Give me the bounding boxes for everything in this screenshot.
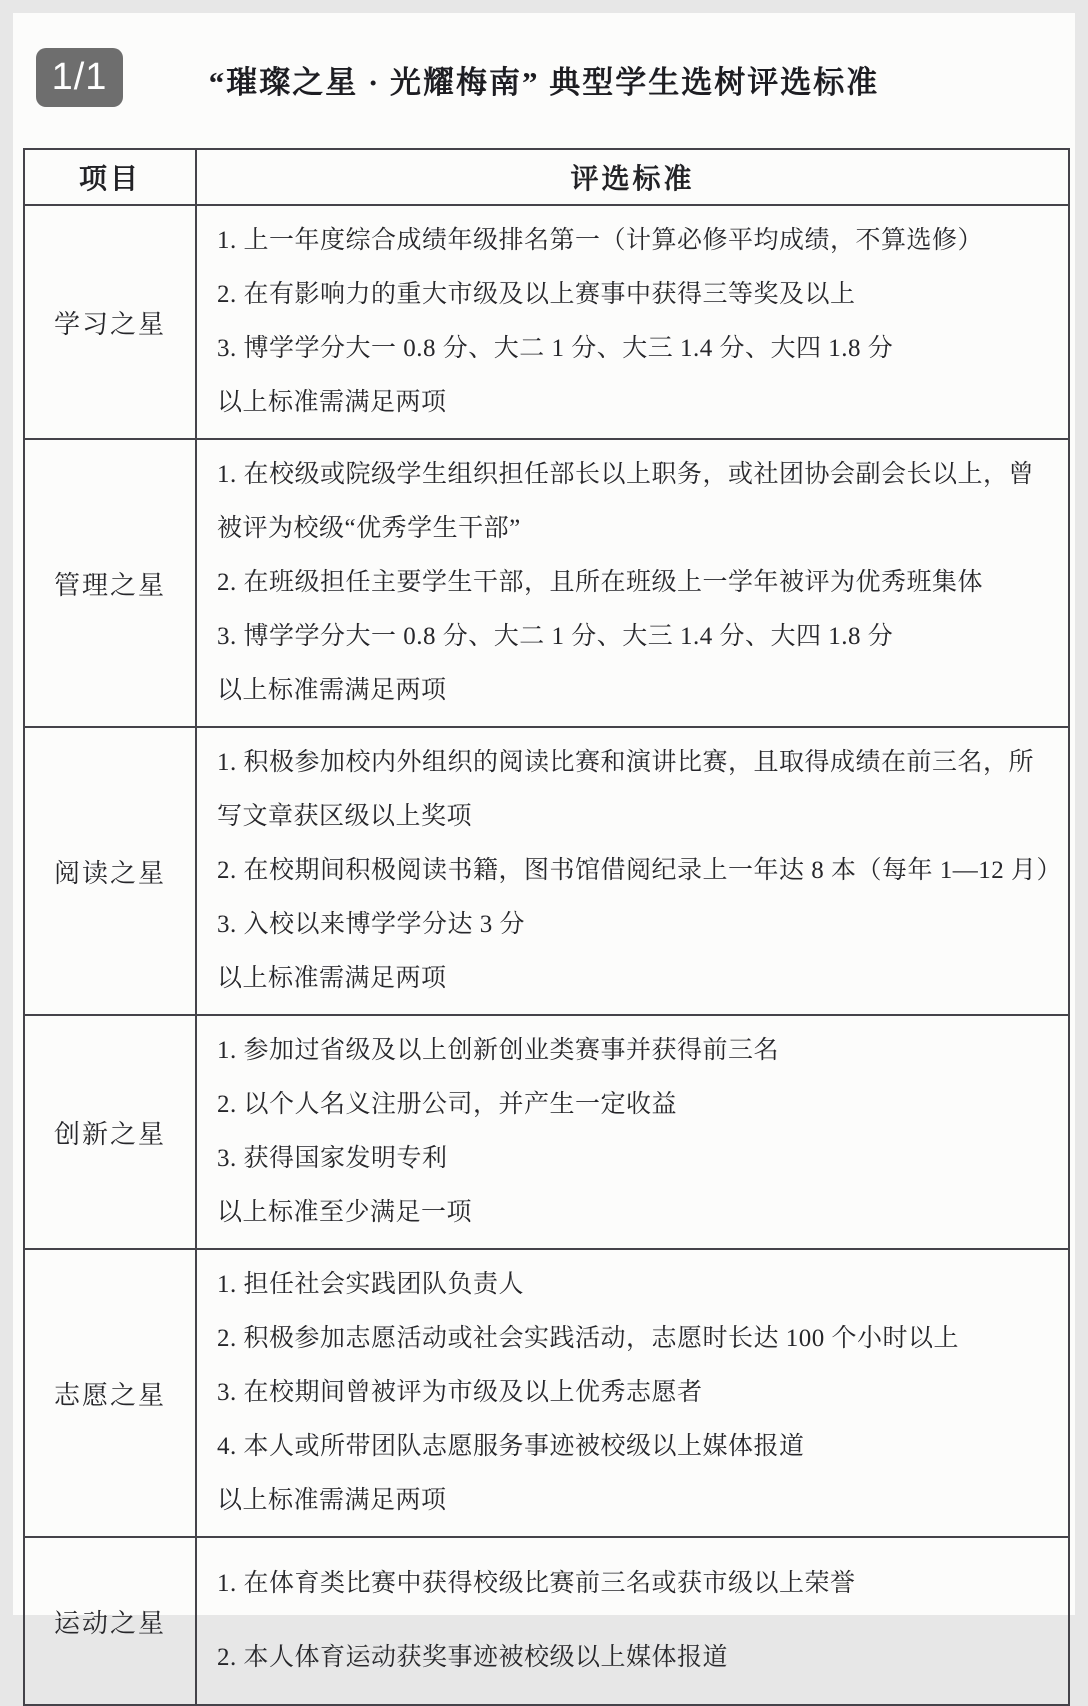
table-row-management-star [24,439,1069,727]
criterion-line: 1. 在校级或院级学生组织担任部长以上职务，或社团协会副会长以上，曾被评为校级“优秀学生干部” [217,461,1035,542]
criterion-line: 1. 参加过省级及以上创新创业类赛事并获得前三名 [217,1037,780,1064]
criterion-footer-line: 以上标准需满足两项 [217,389,447,416]
criterion-footer-line: 以上标准需满足两项 [217,965,447,992]
star-name-cell: 志愿之星 [24,1249,196,1537]
criteria-table [23,148,1070,1706]
criterion-line: 3. 在校期间曾被评为市级及以上优秀志愿者 [217,1379,703,1406]
criterion-line: 3. 入校以来博学学分达 3 分 [217,911,526,938]
table-row-study-star [24,205,1069,439]
star-name-cell: 管理之星 [24,439,196,727]
criterion-line: 3. 博学学分大一 0.8 分、大二 1 分、大三 1.4 分、大四 1.8 分 [217,335,894,362]
criteria-cell [196,205,1069,439]
column-header-criteria: 评选标准 [196,149,1069,205]
document-title: “璀璨之星 · 光耀梅南” 典型学生选树评选标准 [208,65,880,100]
criteria-cell [196,1015,1069,1249]
criterion-line: 2. 以个人名义注册公司，并产生一定收益 [217,1091,678,1118]
table-row-volunteer-star [24,1249,1069,1537]
star-name-cell: 学习之星 [24,205,196,439]
star-name-cell: 运动之星 [24,1537,196,1705]
header-row [24,149,1069,205]
criterion-footer-line: 以上标准至少满足一项 [217,1199,473,1226]
star-name-cell: 创新之星 [24,1015,196,1249]
document-page [13,13,1075,1671]
table-row-sports-star [24,1537,1069,1705]
criterion-line: 4. 本人或所带团队志愿服务事迹被校级以上媒体报道 [217,1433,805,1460]
criterion-line: 2. 积极参加志愿活动或社会实践活动，志愿时长达 100 个小时以上 [217,1325,960,1352]
page-indicator-badge: 1/1 [36,48,123,107]
criterion-footer-line: 以上标准需满足两项 [217,1487,447,1514]
criterion-line: 1. 上一年度综合成绩年级排名第一（计算必修平均成绩，不算选修） [217,227,984,254]
criterion-line: 2. 在有影响力的重大市级及以上赛事中获得三等奖及以上 [217,281,856,308]
criterion-line: 2. 在班级担任主要学生干部，且所在班级上一学年被评为优秀班集体 [217,569,984,596]
criterion-line: 1. 在体育类比赛中获得校级比赛前三名或获市级以上荣誉 [217,1570,856,1597]
star-name-cell: 阅读之星 [24,727,196,1015]
criterion-line: 1. 担任社会实践团队负责人 [217,1271,525,1298]
criterion-footer-line: 以上标准需满足两项 [217,677,447,704]
criteria-cell [196,439,1069,727]
criteria-cell [196,727,1069,1015]
criterion-line: 2. 本人体育运动获奖事迹被校级以上媒体报道 [217,1644,729,1671]
table-row-innovation-star [24,1015,1069,1249]
column-header-item: 项目 [24,149,196,205]
table-row-reading-star [24,727,1069,1015]
criterion-line: 3. 博学学分大一 0.8 分、大二 1 分、大三 1.4 分、大四 1.8 分 [217,623,894,650]
criteria-cell [196,1537,1069,1705]
criterion-line: 3. 获得国家发明专利 [217,1145,448,1172]
criterion-line: 2. 在校期间积极阅读书籍，图书馆借阅纪录上一年达 8 本（每年 1—12 月） [217,857,1063,884]
criteria-cell [196,1249,1069,1537]
criterion-line: 1. 积极参加校内外组织的阅读比赛和演讲比赛，且取得成绩在前三名，所写文章获区级以上奖项 [217,749,1035,830]
